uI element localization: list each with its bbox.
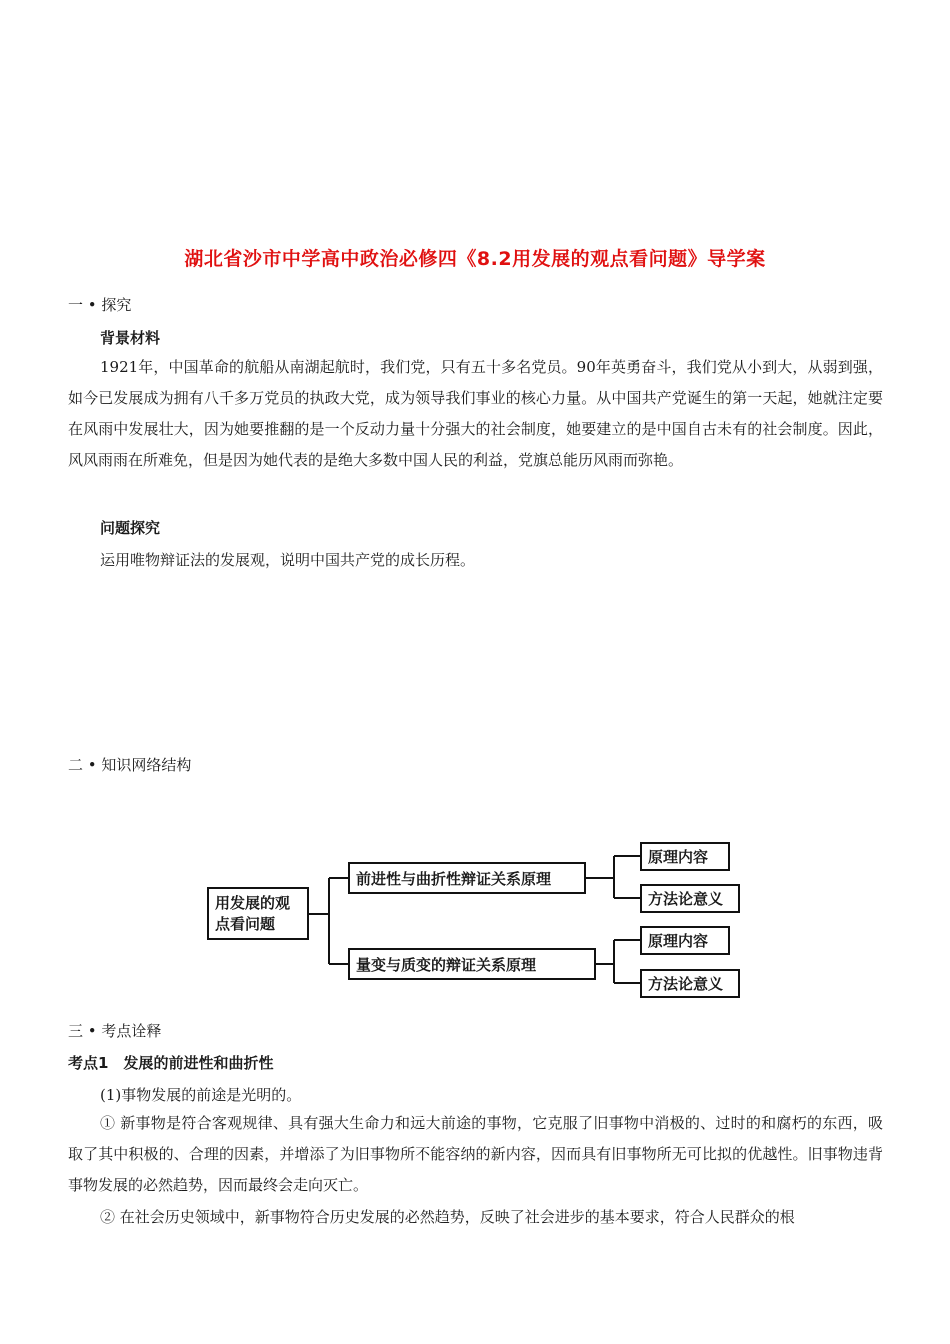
item1-text: (1)事物发展的前途是光明的。 <box>100 1086 302 1104</box>
diagram-root-node <box>207 887 309 940</box>
section2-heading: 二 • 知识网络结构 <box>68 756 192 774</box>
point1-title: 考点1 发展的前进性和曲折性 <box>68 1054 274 1072</box>
root-line-2: 点看问题 <box>215 914 276 933</box>
paragraph-2: ② 在社会历史领域中，新事物符合历史发展的必然趋势，反映了社会进步的基本要求，符合人民群众的根 <box>100 1208 795 1226</box>
section1-heading: 一 • 探究 <box>68 296 132 314</box>
question-text: 运用唯物辩证法的发展观，说明中国共产党的成长历程。 <box>100 551 476 569</box>
background-paragraph: 1921年，中国革命的航船从南湖起航时，我们党，只有五十多名党员。90年英勇奋斗，我们党从小到大，从弱到强，如今已发展成为拥有八千多万党员的执政大党，成为领导我们事业的核心力量。从中国共产党诞生的第一天起，她就注定要在风雨中发展壮大，因为她要推翻的是一个反动力量十分强大的社会制度，她要建立的是中国自古未有的社会制度。因此，风风雨雨在所难免，但是因为她代表的是绝大多数中国人民的利益，党旗总能历风雨而弥艳。 <box>68 358 883 469</box>
question-label: 问题探究 <box>100 519 161 537</box>
background-label: 背景材料 <box>100 329 161 347</box>
section3-heading: 三 • 考点诠释 <box>68 1022 162 1040</box>
root-line-1: 用发展的观 <box>215 893 291 912</box>
diagram-leaf-2a: 原理内容 <box>640 926 730 955</box>
diagram-branch-2: 量变与质变的辩证关系原理 <box>348 948 596 980</box>
diagram-leaf-1a: 原理内容 <box>640 842 730 871</box>
document-title: 湖北省沙市中学高中政治必修四《8.2用发展的观点看问题》导学案 <box>184 248 766 270</box>
diagram-leaf-2b: 方法论意义 <box>640 969 740 998</box>
diagram-branch-1: 前进性与曲折性辩证关系原理 <box>348 862 586 894</box>
diagram-leaf-1b: 方法论意义 <box>640 884 740 913</box>
paragraph-1: ① 新事物是符合客观规律、具有强大生命力和远大前途的事物，它克服了旧事物中消极的、过时的和腐朽的东西，吸取了其中积极的、合理的因素，并增添了为旧事物所不能容纳的新内容，因而具有旧事物所无可比拟的优越性。旧事物违背事物发展的必然趋势，因而最终会走向灭亡。 <box>68 1114 883 1194</box>
